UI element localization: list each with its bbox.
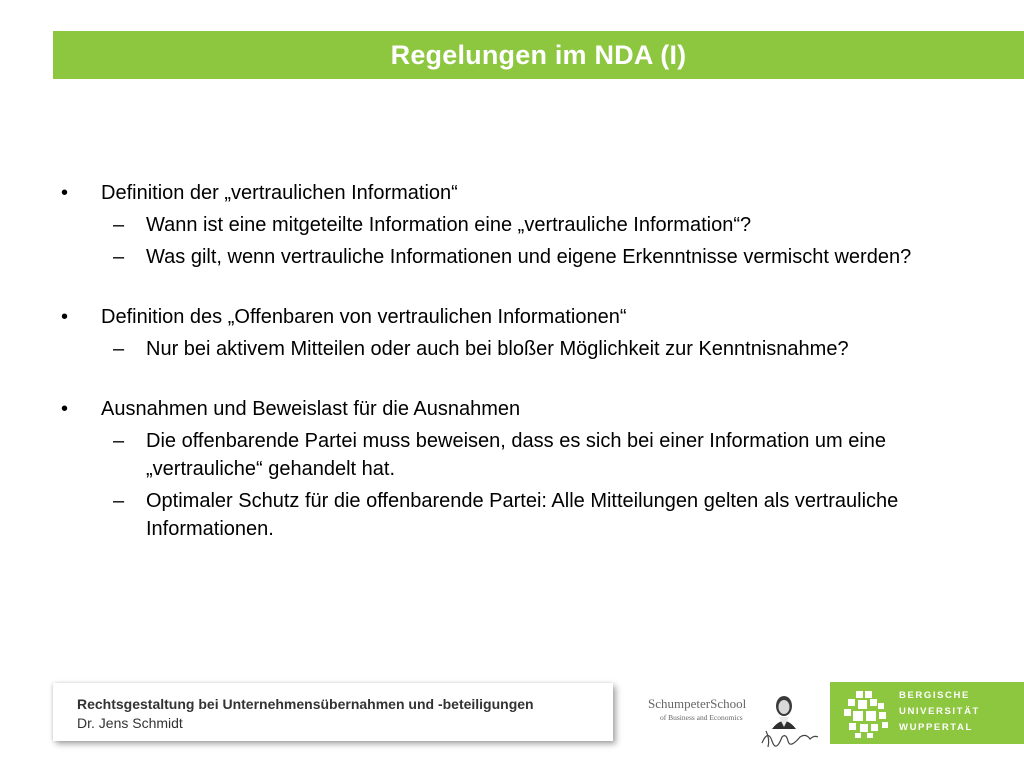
title-bar (53, 31, 1024, 79)
bullet-item (58, 395, 968, 423)
bullet-item (58, 303, 968, 331)
slide-content (58, 179, 968, 547)
schumpeter-school-name: SchumpeterSchool (648, 696, 747, 711)
bullet-marker: • (61, 306, 69, 328)
spacer (58, 367, 968, 395)
bullet-text: Definition des „Offenbaren von vertraulichen Informationen“ (101, 306, 627, 328)
footer-course-title: Rechtsgestaltung bei Unternehmensübernahmen und -beteiligungen (77, 696, 534, 712)
dash-marker: – (113, 338, 125, 360)
sub-bullet-item (113, 211, 968, 239)
sub-bullet-text: Wann ist eine mitgeteilte Information eine „vertrauliche Information“? (146, 214, 752, 236)
sub-bullet-text: Was gilt, wenn vertrauliche Informationen und eigene Erkenntnisse vermischt werden? (146, 246, 912, 268)
sub-bullet-item (113, 335, 968, 363)
schumpeter-school-subtitle: of Business and Economics (660, 713, 743, 722)
slide-title: Regelungen im NDA (I) (390, 39, 687, 70)
footer-course-box (53, 683, 613, 741)
footer-author: Dr. Jens Schmidt (77, 715, 183, 731)
spacer (58, 275, 968, 303)
bullet-text: Definition der „vertraulichen Information“ (101, 182, 458, 204)
dash-marker: – (113, 246, 125, 268)
university-logo (830, 682, 1024, 744)
sub-bullet-item (113, 427, 968, 483)
sub-bullet-text: Nur bei aktivem Mitteilen oder auch bei bloßer Möglichkeit zur Kenntnisnahme? (146, 338, 849, 360)
sub-bullet-item (113, 487, 968, 543)
sub-bullet-item (113, 243, 968, 271)
bullet-marker: • (61, 398, 69, 420)
bullet-text: Ausnahmen und Beweislast für die Ausnahmen (101, 398, 521, 420)
schumpeter-school-logo (648, 693, 818, 753)
sub-bullet-text: Die offenbarende Partei muss beweisen, dass es sich bei einer Information um eine „vertrauliche“ gehandelt hat. (146, 430, 887, 480)
university-name-line: BERGISCHE (899, 690, 970, 701)
dash-marker: – (113, 430, 125, 452)
university-name-line: WUPPERTAL (899, 722, 973, 733)
portrait-signature-icon (760, 693, 820, 751)
bullet-marker: • (61, 182, 69, 204)
dash-marker: – (113, 214, 125, 236)
university-name-line: UNIVERSITÄT (899, 706, 980, 717)
sub-bullet-text: Optimaler Schutz für die offenbarende Partei: Alle Mitteilungen gelten als vertrauliche Informationen. (146, 490, 899, 540)
bullet-item (58, 179, 968, 207)
dash-marker: – (113, 490, 125, 512)
lion-logo-icon (840, 687, 892, 739)
